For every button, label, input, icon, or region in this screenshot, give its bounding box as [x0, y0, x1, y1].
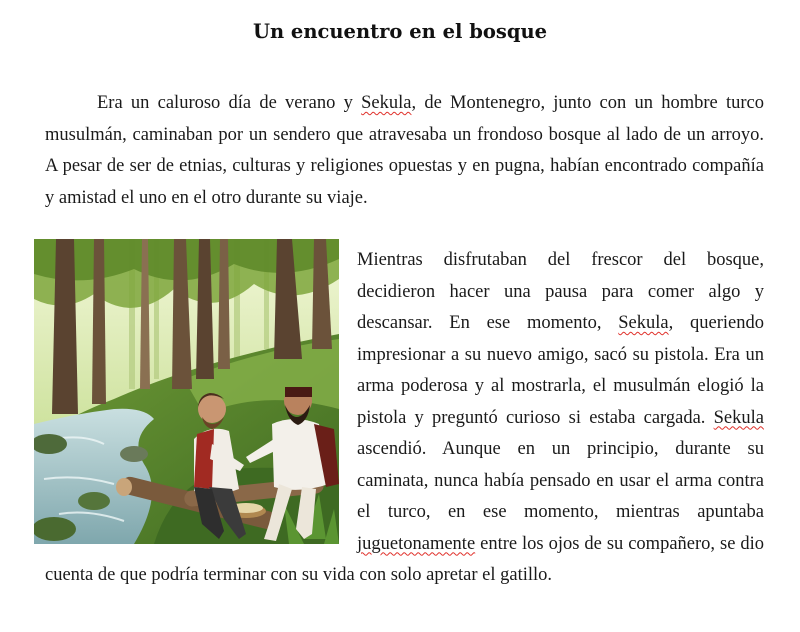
text-run: Era un caluroso día de verano y — [97, 93, 362, 113]
text-run: ascendió. Aunque en un principio, durante su caminata, nunca había pensado en usar el arma contra el turco, en ese momento, mientras apuntaba — [357, 439, 764, 522]
misspelled-word: Sekula — [713, 407, 764, 428]
misspelled-word: Sekula — [361, 93, 412, 113]
forest-illustration — [34, 239, 339, 544]
paragraph-encounter — [45, 245, 764, 592]
document-title: Un encuentro en el bosque — [252, 20, 548, 43]
text-run: , queriendo impresionar a su nuevo amigo, sacó su pistola. Era un arma poderosa y al mostrarla, el musulmán elogió la pistola y preguntó curioso si estaba cargada. — [357, 313, 764, 428]
text-run: Mientras disfrutaban del frescor del bosque, decidieron hacer una pausa para comer algo y descansar. En ese momento, — [357, 250, 764, 333]
paragraph-intro — [45, 88, 764, 214]
text-run: entre los ojos de su compañero, se dio cuenta de que podría terminar con su vida con solo apretar el gatillo. — [45, 533, 764, 585]
forest-scene-image — [34, 239, 339, 544]
text-run: , de Montenegro, junto con un hombre turco musulmán, caminaban por un sendero que atravesaba un frondoso bosque al lado de un arroyo. A pesar de ser de etnias, culturas y religiones opuestas y en pugna, habían encontrado compañía y amistad el uno en el otro durante su viaje. — [45, 93, 764, 208]
misspelled-word: juguetonamente — [357, 533, 476, 554]
misspelled-word: Sekula — [618, 313, 669, 333]
